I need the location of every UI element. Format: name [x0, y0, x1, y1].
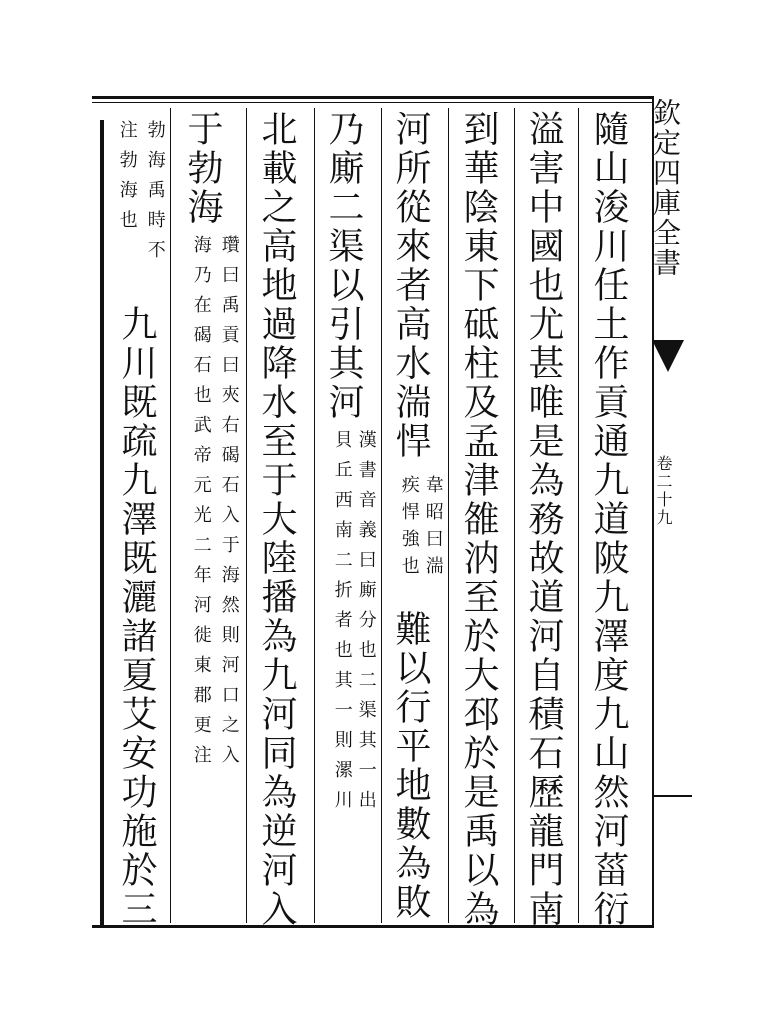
- top-border-thin: [92, 102, 652, 103]
- column-divider: [314, 108, 315, 923]
- annotation-left: 海乃在碣石也武帝元光二年河徙東郡更注: [190, 235, 212, 775]
- fishtail-mark: [652, 340, 684, 372]
- annotation-right: 漢書音義曰廝分也二渠其一出: [355, 430, 377, 820]
- column-divider: [381, 108, 382, 923]
- column-divider: [170, 108, 171, 923]
- text-column-1: 隨山浚川任土作貢通九道陂九澤度九山然河菑衍: [588, 110, 629, 929]
- text-column-2: 溢害中國也尤甚唯是為務故道河自積石歷龍門南: [523, 110, 564, 929]
- column-divider: [246, 108, 247, 923]
- text-column-4: [392, 110, 448, 930]
- volume-label: 卷二十九: [654, 455, 673, 527]
- main-text: 于勃海: [182, 110, 223, 227]
- main-text: 難以行平地數為敗: [390, 610, 431, 922]
- book-title: 欽定四庫全書: [649, 98, 682, 278]
- column-divider: [448, 108, 449, 923]
- column-divider: [578, 108, 579, 923]
- text-column-7: [180, 110, 246, 930]
- annotation-right: 瓚曰禹貢曰夾右碣石入于海然則河口之入: [218, 235, 240, 775]
- column-divider: [514, 108, 515, 923]
- annotation-left: 貝丘西南二折者也其一則漯川: [331, 430, 353, 820]
- annotation-left: 疾悍強也: [398, 475, 420, 583]
- text-column-3: 到華陰東下砥柱及孟津雒汭至於大邳於是禹以為: [458, 110, 499, 929]
- margin-tick: [652, 795, 692, 797]
- main-text: 河所從來者高水湍悍: [390, 110, 431, 461]
- annotation-left: 注勃海也: [116, 120, 138, 240]
- annotation-right: 韋昭曰湍: [422, 475, 444, 583]
- left-border: [100, 120, 104, 928]
- text-column-5: [325, 110, 381, 930]
- main-text: 九川既疏九澤既灑諸夏艾安功施於三: [116, 305, 157, 929]
- text-column-6: 北載之高地過降水至于大陸播為九河同為逆河入: [256, 110, 297, 929]
- text-column-8: [108, 110, 170, 930]
- top-border: [92, 96, 652, 99]
- annotation-right: 勃海禹時不: [144, 120, 166, 270]
- main-text: 乃廝二渠以引其河: [323, 110, 364, 422]
